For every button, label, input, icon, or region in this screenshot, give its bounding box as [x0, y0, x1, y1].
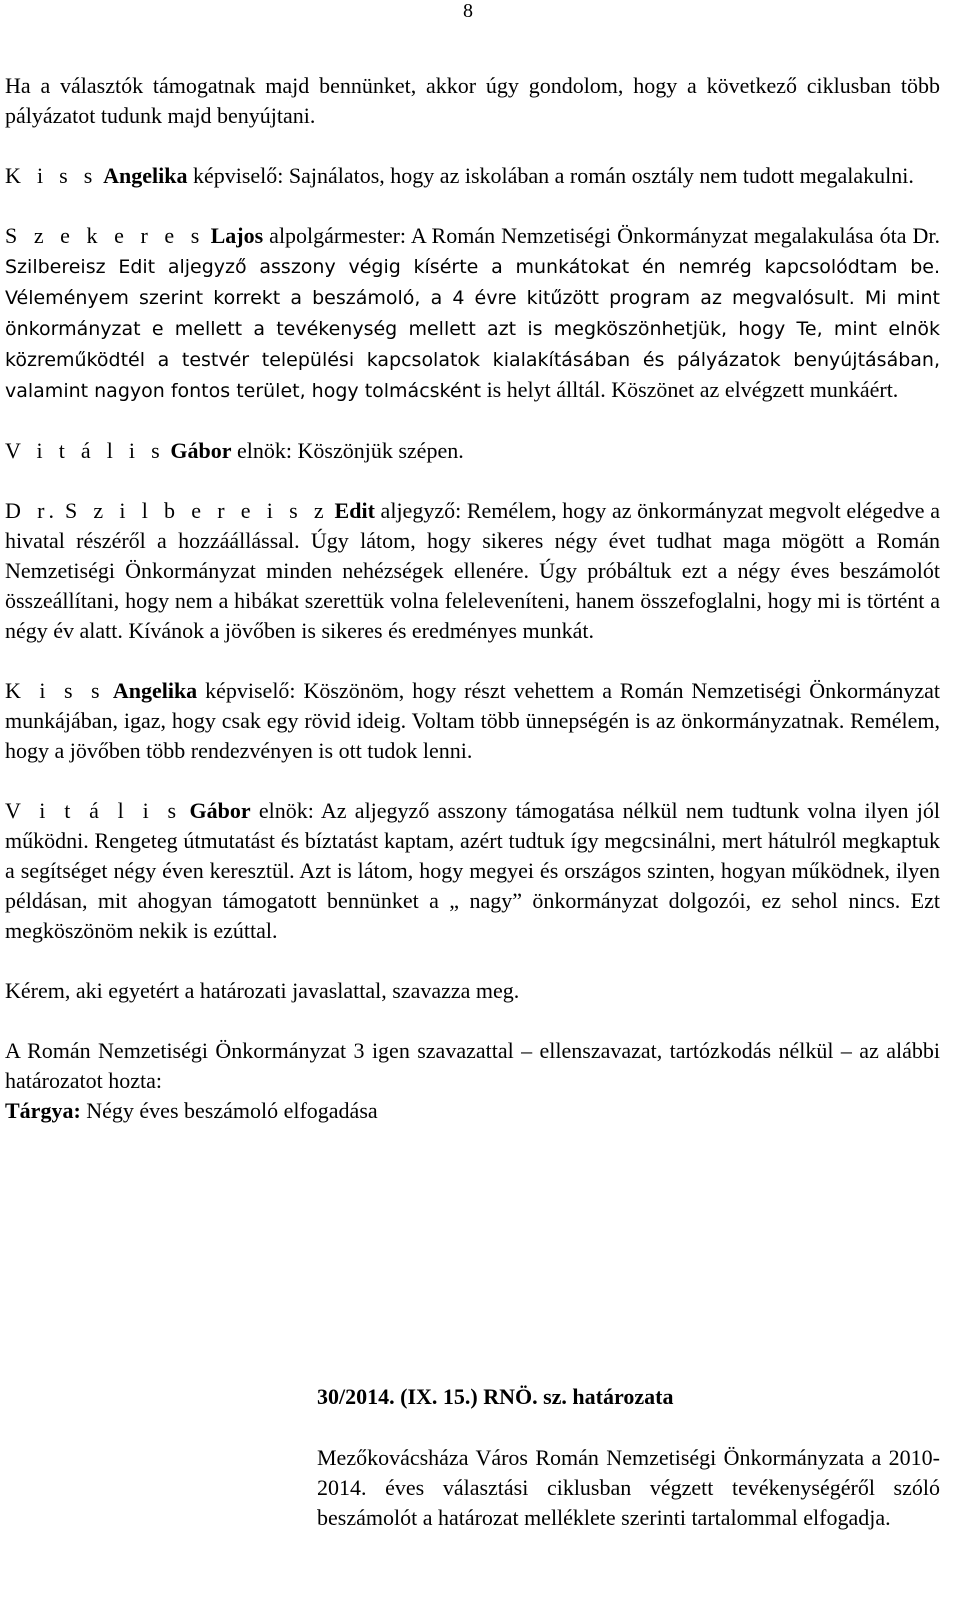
speaker-given-name: Gábor: [189, 798, 251, 823]
speaker-given-name: Gábor: [170, 438, 232, 463]
resolution-subject: [5, 1096, 940, 1126]
speech-text-end: is helyt álltál. Köszönet az elvégzett munkáért.: [481, 377, 899, 402]
speech-text: képviselő: Sajnálatos, hogy az iskolában a román osztály nem tudott megalakulni.: [187, 163, 914, 188]
page-number: 8: [463, 0, 473, 22]
speech-text-sans: Szilbereisz Edit aljegyző asszony végig kísérte a munkátokat én nemrég kapcsolódtam be. Véleményem szerint korrekt a beszámoló, a 4 évre kitűzött program az megvalósult. Mi mint önkormányzat e mellett a tevékenység mellett azt is megköszönhetjük, hogy Te, mint elnök közreműködtél a testvér települési kapcsolatok kialakításában és pályázatok benyújtásában, valamint nagyon fontos terület, hogy tolmácsként: [5, 256, 940, 402]
speaker-given-name: Edit: [334, 498, 375, 523]
speaker-surname: V i t á l i s: [5, 438, 165, 463]
resolution-title: 30/2014. (IX. 15.) RNÖ. sz. határozata: [317, 1384, 674, 1409]
speech-text: elnök: Köszönjük szépen.: [231, 438, 464, 463]
paragraph-intro: Ha a választók támogatnak majd bennünket, akkor úgy gondolom, hogy a következő ciklusban több pályázatot tudunk majd benyújtani.: [5, 73, 940, 128]
speech-text: elnök: Az aljegyző asszony támogatása nélkül nem tudtunk volna ilyen jól működni. Rengeteg útmutatást és bíztatást kaptam, azért tudtuk így megcsinálni, mert hátulról megkaptuk a segítséget négy éven keresztül. Azt is látom, hogy megyei és országos szinten, hogyan működnek, ilyen példásan, mit ahogyan támogatott bennünket a „ nagy” önkormányzat dolgozói, ez sehol nincs. Ezt megköszönöm nekik is ezúttal.: [5, 798, 940, 943]
speaker-surname: K i s s: [5, 678, 105, 703]
speaker-given-name: Lajos: [210, 223, 264, 248]
speech-text: aljegyző: Remélem, hogy az önkormányzat megvolt elégedve a hivatal részéről a hozzáállással. Úgy látom, hogy sikeres négy évet tudhat maga mögött a Román Nemzetiségi Önkormányzat minden nehézségek ellenére. Úgy próbáltuk ezt a négy éves beszámolót összeállítani, hogy nem a hibákat szerettük volna feleleveníteni, hanem összefoglalni, hogy mi is történt a négy év alatt. Kívánok a jövőben is sikeres és eredményes munkát.: [5, 498, 940, 643]
speaker-surname: K i s s: [5, 163, 98, 188]
speaker-title: D r.: [5, 498, 60, 523]
speech-szilbereisz: [5, 496, 940, 646]
vote-request: Kérem, aki egyetért a határozati javaslattal, szavazza meg.: [5, 978, 520, 1003]
speech-kiss-1: [5, 161, 940, 191]
vote-result: A Román Nemzetiségi Önkormányzat 3 igen szavazattal – ellenszavazat, tartózkodás nélkül – az alábbi határozatot hozta:: [5, 1038, 940, 1093]
speaker-given-name: Angelika: [103, 163, 188, 188]
subject-text: Négy éves beszámoló elfogadása: [80, 1098, 378, 1123]
resolution-body: Mezőkovácsháza Város Román Nemzetiségi Önkormányzata a 2010-2014. éves választási ciklusban végzett tevékenységéről szóló beszámolót a határozat melléklete szerinti tartalommal elfogadja.: [317, 1445, 940, 1530]
speech-vitalis-2: [5, 796, 940, 946]
speaker-surname: S z e k e r e s: [5, 223, 205, 248]
speech-szekeres: [5, 221, 940, 406]
speech-kiss-2: [5, 676, 940, 766]
speaker-given-name: Angelika: [112, 678, 198, 703]
subject-label: Tárgya:: [5, 1098, 81, 1123]
speaker-surname: S z i l b e r e i s z: [64, 498, 329, 523]
speaker-surname: V i t á l i s: [5, 798, 182, 823]
speech-vitalis-1: [5, 436, 940, 466]
speech-text: alpolgármester: A Román Nemzetiségi Önkormányzat megalakulása óta Dr.: [263, 223, 940, 248]
document-body: [5, 71, 940, 1126]
speech-text: képviselő: Köszönöm, hogy részt vehettem a Román Nemzetiségi Önkormányzat munkájában, igaz, hogy csak egy rövid ideig. Voltam több ünnepségén is az önkormányzatnak. Remélem, hogy a jövőben több rendezvényen is ott tudok lenni.: [5, 678, 941, 763]
